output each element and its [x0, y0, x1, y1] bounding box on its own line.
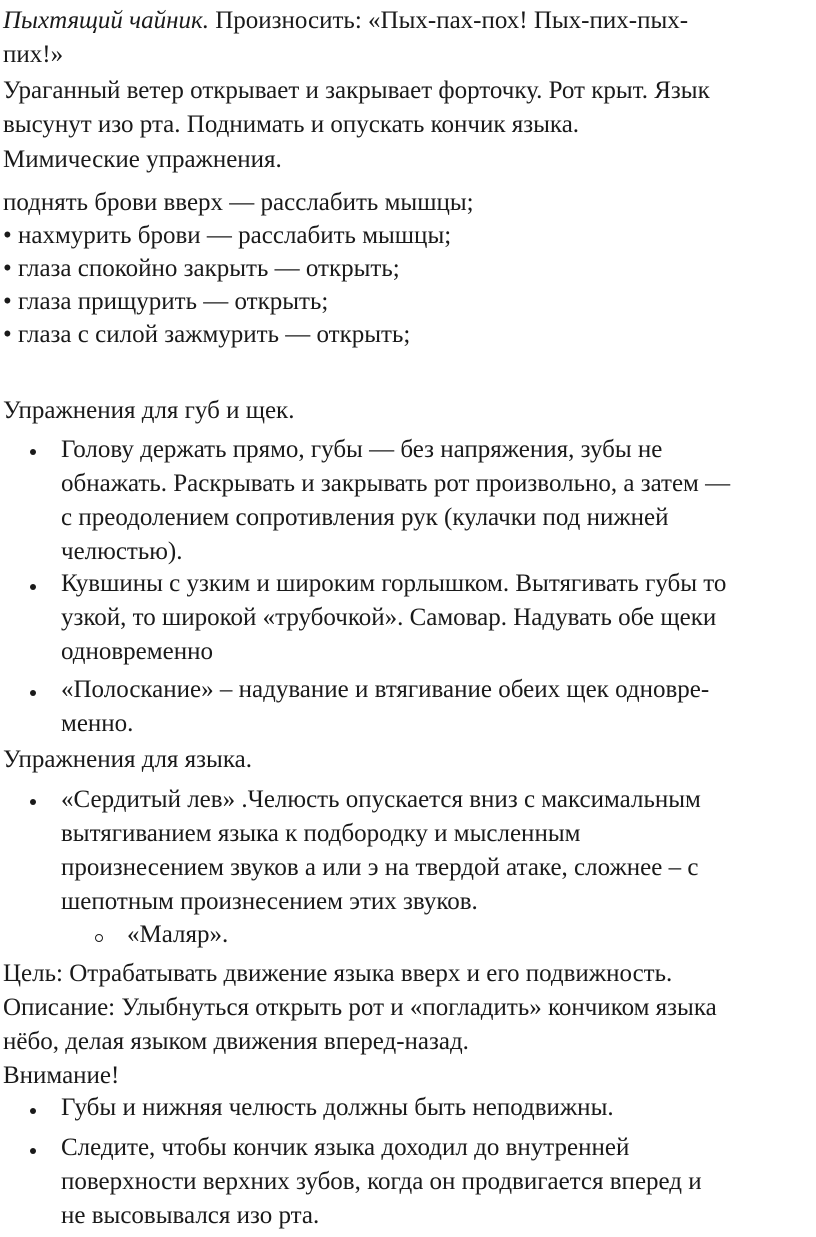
- bullet-dot: [30, 799, 40, 809]
- tongue-heading: Упражнения для языка.: [3, 746, 252, 773]
- tongue-sub-item: «Маляр».: [127, 921, 229, 948]
- teapot-exercise: [3, 4, 809, 72]
- wind-exercise: [3, 74, 809, 142]
- mimic-item: • глаза прищурить — открыть;: [3, 288, 329, 315]
- lips-item-1: Голову держать прямо, губы — без напряжения, зубы не обнажать. Раскрывать и закрывать рот произвольно, а затем — с преодолением сопротивления рук (кулачки под нижней челюстью).: [61, 436, 731, 565]
- painter-goal: Цель: Отрабатывать движение языка вверх и его подвижность.: [3, 960, 673, 987]
- painter-description: [3, 957, 809, 1093]
- bullet-circle: [95, 934, 103, 942]
- teapot-text-line2: пих!»: [3, 41, 64, 68]
- teapot-title: Пыхтящий чайник.: [3, 7, 209, 34]
- bullet-dot: [30, 1148, 40, 1158]
- mimic-item: • глаза спокойно закрыть — открыть;: [3, 255, 400, 282]
- bullet-dot: [30, 1108, 40, 1118]
- lips-item-3: «Полоскание» – надувание и втягивание обеих щек одновре- менно.: [61, 676, 710, 737]
- bullet-dot: [30, 449, 40, 459]
- teapot-text: Произносить: «Пых-пах-пох! Пых-пих-пых-: [208, 7, 689, 34]
- mimic-item: поднять брови вверх — расслабить мышцы;: [3, 189, 474, 216]
- painter-item-2: Следите, чтобы кончик языка доходил до внутренней поверхности верхних зубов, когда он продвигается вперед и не высовывался изо рта.: [61, 1134, 702, 1229]
- lips-heading: Упражнения для губ и щек.: [3, 397, 295, 424]
- mimic-heading: Мимические упражнения.: [3, 146, 282, 173]
- tongue-item-1: «Сердитый лев» .Челюсть опускается вниз с максимальным вытягиванием языка к подбородку и мысленным произнесением звуков а или э на твердой атаке, сложнее – с шепотным произнесением этих звуков.: [61, 786, 701, 915]
- mimic-item: • нахмурить брови — расслабить мышцы;: [3, 222, 452, 249]
- bullet-dot: [30, 690, 40, 700]
- wind-line-2: высунут изо рта. Поднимать и опускать кончик языка.: [3, 111, 580, 138]
- lips-item-2: Кувшины с узким и широким горлышком. Вытягивать губы то узкой, то широкой «трубочкой». Самовар. Надувать обе щеки одновременно: [61, 570, 727, 665]
- mimic-list: [3, 186, 809, 351]
- wind-line-1: Ураганный ветер открывает и закрывает форточку. Рот крыт. Язык: [3, 77, 710, 104]
- painter-attention: Внимание!: [3, 1062, 120, 1089]
- painter-item-1: Губы и нижняя челюсть должны быть неподвижны.: [61, 1094, 614, 1121]
- painter-desc-line-2: нёбо, делая языком движения вперед-назад.: [3, 1028, 469, 1055]
- painter-desc-line-1: Описание: Улыбнуться открыть рот и «погладить» кончиком языка: [3, 994, 717, 1021]
- mimic-item: • глаза с силой зажмурить — открыть;: [3, 321, 411, 348]
- bullet-dot: [30, 584, 40, 594]
